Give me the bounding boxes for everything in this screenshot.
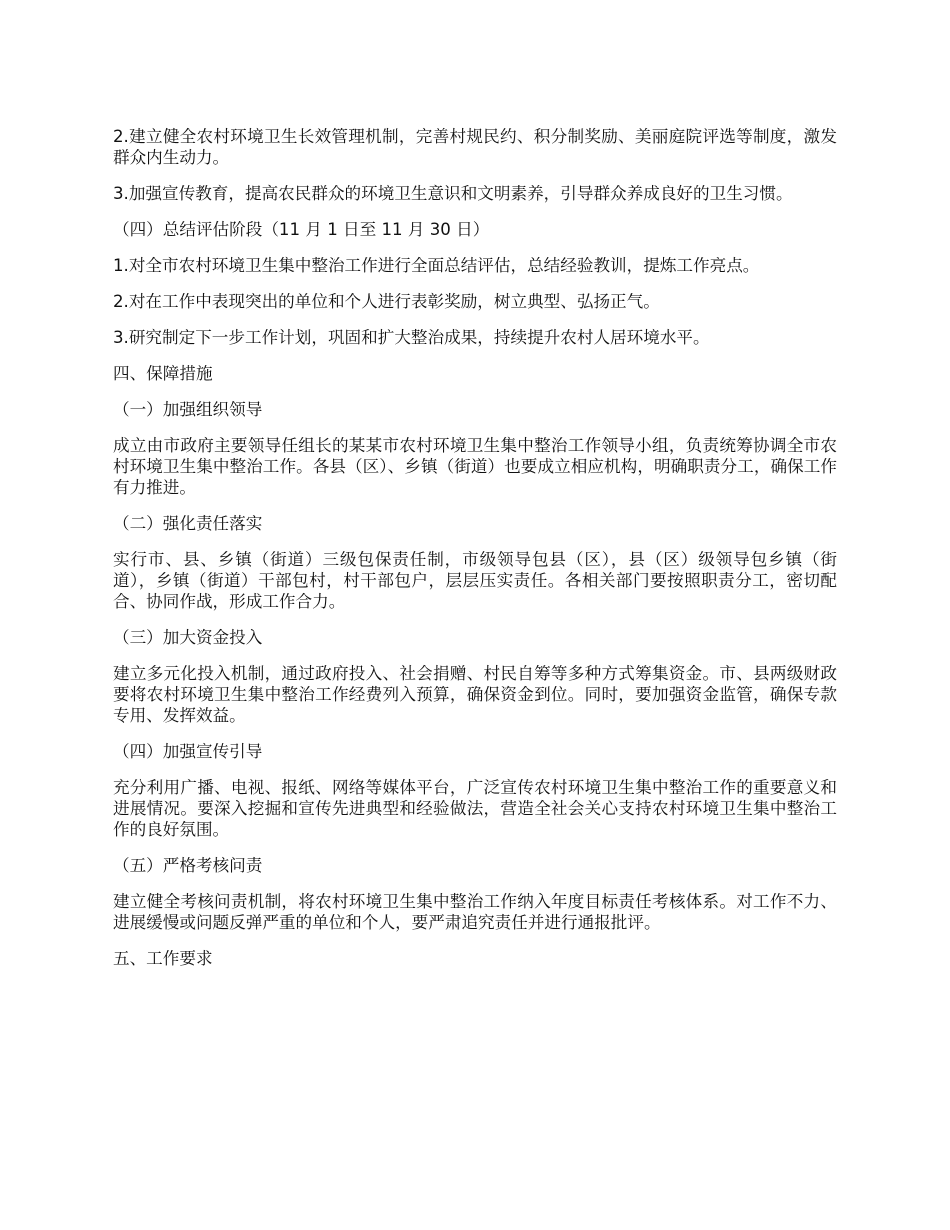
paragraph-next-plan: 3.研究制定下一步工作计划，巩固和扩大整治成果，持续提升农村人居环境水平。 (113, 328, 710, 347)
document-page (113, 126, 837, 984)
paragraph-publicity-education: 3.加强宣传教育，提高农民群众的环境卫生意识和文明素养，引导群众养成良好的卫生习惯。 (113, 184, 793, 203)
paragraph-summary-evaluation: 1.对全市农村环境卫生集中整治工作进行全面总结评估，总结经验教训，提炼工作亮点。 (113, 256, 760, 275)
subheading-funding: （三）加大资金投入 (113, 628, 263, 647)
paragraph-organization: 成立由市政府主要领导任组长的某某市农村环境卫生集中整治工作领导小组，负责统筹协调全市农村环境卫生集中整治工作。各县（区）、乡镇（街道）也要成立相应机构，明确职责分工，确保工作有力推进。 (113, 436, 837, 497)
subheading-summary-stage: （四）总结评估阶段（11 月 1 日至 11 月 30 日） (113, 220, 490, 239)
paragraph-mechanism: 2.建立健全农村环境卫生长效管理机制，完善村规民约、积分制奖励、美丽庭院评选等制度，激发群众内生动力。 (113, 127, 837, 167)
subheading-organization: （一）加强组织领导 (113, 400, 263, 419)
section-heading-work-requirements: 五、工作要求 (113, 949, 213, 968)
subheading-assessment: （五）严格考核问责 (113, 856, 263, 875)
paragraph-commendation: 2.对在工作中表现突出的单位和个人进行表彰奖励，树立典型、弘扬正气。 (113, 292, 660, 311)
section-heading-safeguards: 四、保障措施 (113, 364, 213, 383)
paragraph-responsibility: 实行市、县、乡镇（街道）三级包保责任制，市级领导包县（区），县（区）级领导包乡镇（街道），乡镇（街道）干部包村，村干部包户，层层压实责任。各相关部门要按照职责分工，密切配合、协同作战，形成工作合力。 (113, 550, 837, 611)
paragraph-assessment: 建立健全考核问责机制，将农村环境卫生集中整治工作纳入年度目标责任考核体系。对工作不力、进展缓慢或问题反弹严重的单位和个人，要严肃追究责任并进行通报批评。 (113, 892, 837, 932)
subheading-publicity: （四）加强宣传引导 (113, 742, 263, 761)
subheading-responsibility: （二）强化责任落实 (113, 514, 263, 533)
paragraph-funding: 建立多元化投入机制，通过政府投入、社会捐赠、村民自筹等多种方式筹集资金。市、县两级财政要将农村环境卫生集中整治工作经费列入预算，确保资金到位。同时，要加强资金监管，确保专款专用、发挥效益。 (113, 664, 837, 725)
paragraph-publicity: 充分利用广播、电视、报纸、网络等媒体平台，广泛宣传农村环境卫生集中整治工作的重要意义和进展情况。要深入挖掘和宣传先进典型和经验做法，营造全社会关心支持农村环境卫生集中整治工作的良好氛围。 (113, 778, 837, 839)
